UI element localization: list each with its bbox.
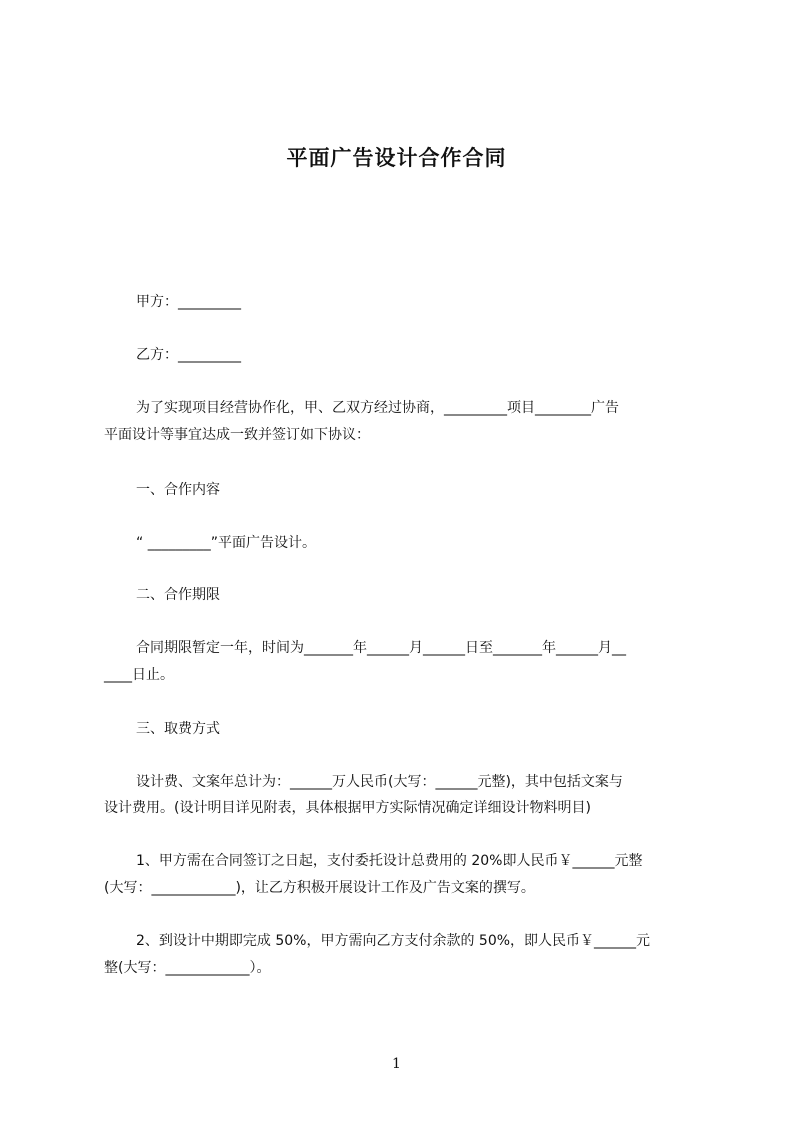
section-1-text: “ _________”平面广告设计。 (136, 535, 316, 551)
intro-line-1: 为了实现项目经营协作化，甲、乙双方经过协商，_________项目________广告 (136, 400, 619, 416)
intro-line-2: 平面设计等事宜达成一致并签订如下协议： (104, 427, 370, 443)
clause-1-line-2: (大写：____________)，让乙方积极开展设计工作及广告文案的撰写。 (104, 880, 535, 896)
clause-1-line-1: 1、甲方需在合同签订之日起，支付委托设计总费用的 20%即人民币￥______元整 (136, 853, 643, 869)
section-1-heading: 一、合作内容 (136, 482, 220, 498)
party-b-line: 乙方：_________ (136, 347, 241, 363)
party-a-line: 甲方：_________ (136, 294, 241, 310)
section-3-heading: 三、取费方式 (136, 721, 220, 737)
section-2-heading: 二、合作期限 (136, 587, 220, 603)
clause-2-line-2: 整(大写：____________）。 (104, 960, 271, 976)
page-number: 1 (392, 1056, 401, 1072)
section-3-line-2: 设计费用。(设计明目详见附表，具体根据甲方实际情况确定详细设计物料明目) (104, 800, 591, 816)
section-2-line-2: ____日止。 (104, 667, 174, 683)
section-2-line-1: 合同期限暂定一年，时间为_______年______月______日至_______年______月__ (136, 640, 626, 656)
section-3-line-1: 设计费、文案年总计为：______万人民币(大写：______元整)，其中包括文案与 (136, 774, 623, 790)
clause-2-line-1: 2、到设计中期即完成 50%，甲方需向乙方支付余款的 50%，即人民币￥______元 (136, 933, 651, 949)
document-title: 平面广告设计合作合同 (286, 146, 507, 170)
